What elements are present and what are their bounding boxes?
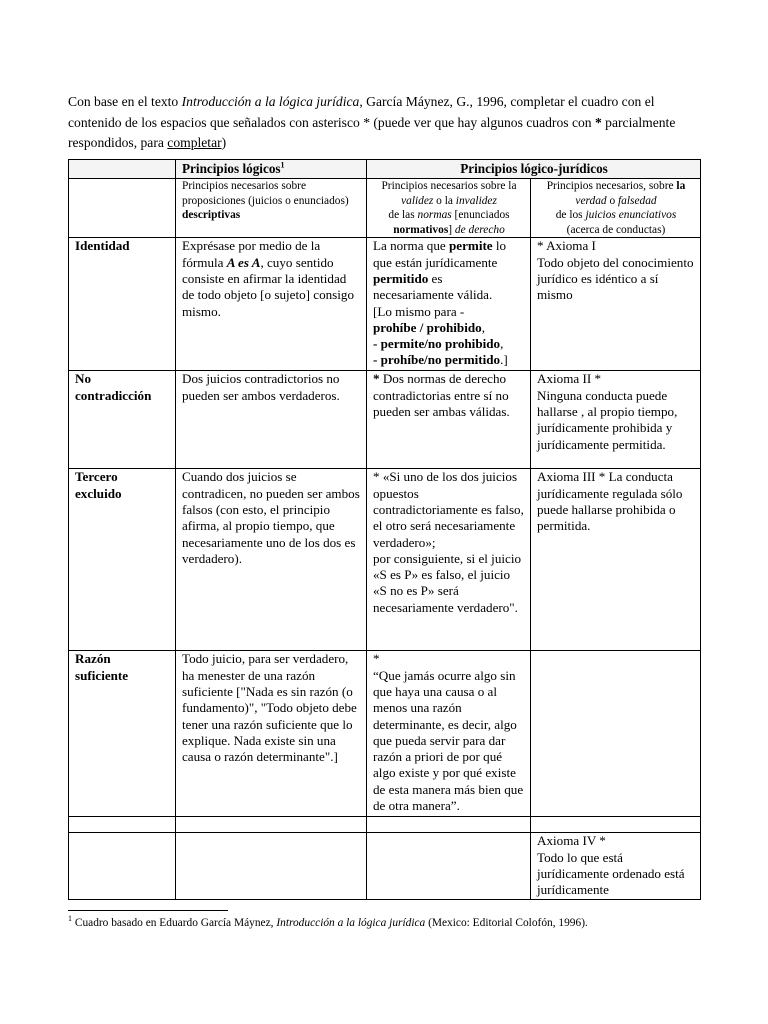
intro-text: Con base en el texto xyxy=(68,94,182,109)
intro-text: parcialmente respondidos, para xyxy=(68,114,676,150)
table-subheader-row xyxy=(69,179,701,238)
table-row-tercero-excluido xyxy=(69,469,701,651)
intro-text: , García Máynez, G., 1996, completar el cuadro con el contenido de los espacios que señalados con asterisco * (puede ver que hay algunos cuadros con xyxy=(68,94,655,130)
asterisk-mark: * xyxy=(594,114,602,130)
cell-axioma-iv-enunciativo: Axioma IV * Todo lo que está jurídicamente ordenado está jurídicamente xyxy=(531,833,701,899)
subheader-empty-cell xyxy=(69,179,176,238)
cell-identidad-logico: Exprésase por medio de la fórmula A es A, cuyo sentido consiste en afirmar la identidad de todo objeto [o sujeto] consigo mismo. xyxy=(176,238,367,371)
cell-no-contradiccion-enunciativo: Axioma II * Ninguna conducta puede hallarse , al propio tiempo, jurídicamente prohibida y jurídicamente permitida. xyxy=(531,371,701,469)
row-name-identidad: Identidad xyxy=(69,238,176,371)
table-row-identidad xyxy=(69,238,701,371)
table-row-razon-suficiente xyxy=(69,651,701,817)
footnote-separator xyxy=(68,910,228,911)
table-row-axioma-iv xyxy=(69,833,701,899)
empty-cell xyxy=(176,817,367,833)
subheader-logicos: Principios necesarios sobre proposiciones (juicios o enunciados) descriptivas xyxy=(176,179,367,238)
subheader-enunciativos: Principios necesarios, sobre la verdad o falsedad de los juicios enunciativos (acerca de conductas) xyxy=(531,179,701,238)
subheader-normativos: Principios necesarios sobre la validez o la invalidez de las normas [enunciados normativos] de derecho xyxy=(367,179,531,238)
empty-cell xyxy=(367,833,531,899)
header-principios-logico-juridicos: Principios lógico-jurídicos xyxy=(367,160,701,179)
cell-no-contradiccion-juridico: * Dos normas de derecho contradictorias entre sí no pueden ser ambas válidas. xyxy=(367,371,531,469)
cell-no-contradiccion-logico: Dos juicios contradictorios no pueden ser ambos verdaderos. xyxy=(176,371,367,469)
cell-identidad-juridico: La norma que permite lo que están jurídicamente permitido es necesariamente válida. [Lo mismo para - prohíbe / prohibido, - permite/no prohibido, - prohíbe/no permitido.] xyxy=(367,238,531,371)
cell-identidad-enunciativo: * Axioma I Todo objeto del conocimiento jurídico es idéntico a sí mismo xyxy=(531,238,701,371)
row-name-razon-suficiente: Razón suficiente xyxy=(69,651,176,817)
table-row-empty xyxy=(69,817,701,833)
cell-tercero-excluido-logico: Cuando dos juicios se contradicen, no pueden ser ambos falsos (con esto, el principio afirma, al propio tiempo, que necesariamente uno de los dos es verdadero). xyxy=(176,469,367,651)
intro-text: ) xyxy=(221,135,227,150)
footnote-number: 1 xyxy=(68,914,72,924)
header-principios-logicos: Principios lógicos$^1$ xyxy=(176,160,367,179)
row-name-no-contradiccion: No contradicción xyxy=(69,371,176,469)
empty-cell xyxy=(69,817,176,833)
empty-cell xyxy=(69,833,176,899)
table-row-no-contradiccion xyxy=(69,371,701,469)
empty-cell xyxy=(367,817,531,833)
table-header-row xyxy=(69,160,701,179)
footnote-marker: 1 xyxy=(280,160,285,170)
cell-razon-suficiente-enunciativo xyxy=(531,651,701,817)
cell-tercero-excluido-juridico: * «Si uno de los dos juicios opuestos contradictoriamente es falso, el otro será necesariamente verdadero»; por consiguiente, si el juicio «S es P» es falso, el juicio «S no es P» será necesariamente verdadero". xyxy=(367,469,531,651)
header-empty-cell xyxy=(69,160,176,179)
book-title: Introducción a la lógica jurídica xyxy=(181,94,360,109)
cell-razon-suficiente-juridico: * “Que jamás ocurre algo sin que haya una causa o al menos una razón determinante, es decir, algo que pueda servir para dar razón a priori de por qué algo existe y por qué existe de esta manera más bien que de otra manera”. xyxy=(367,651,531,817)
empty-cell xyxy=(531,817,701,833)
instructions-paragraph xyxy=(68,92,700,154)
cell-razon-suficiente-logico: Todo juicio, para ser verdadero, ha menester de una razón suficiente ["Nada es sin razón (o fundamento)", "Todo objeto debe tener una razón suficiente que lo explique. Nada existe sin una causa o razón determinante".] xyxy=(176,651,367,817)
footnote: $^1$ Cuadro basado en Eduardo García Máynez, Introducción a la lógica jurídica (Mexico: Editorial Colofón, 1996). xyxy=(68,914,588,929)
empty-cell xyxy=(176,833,367,899)
cell-tercero-excluido-enunciativo: Axioma III * La conducta jurídicamente regulada sólo puede hallarse prohibida o permitida. xyxy=(531,469,701,651)
row-name-tercero-excluido: Tercero excluido xyxy=(69,469,176,651)
underlined-word: completar xyxy=(167,135,222,150)
principles-table xyxy=(68,159,701,900)
